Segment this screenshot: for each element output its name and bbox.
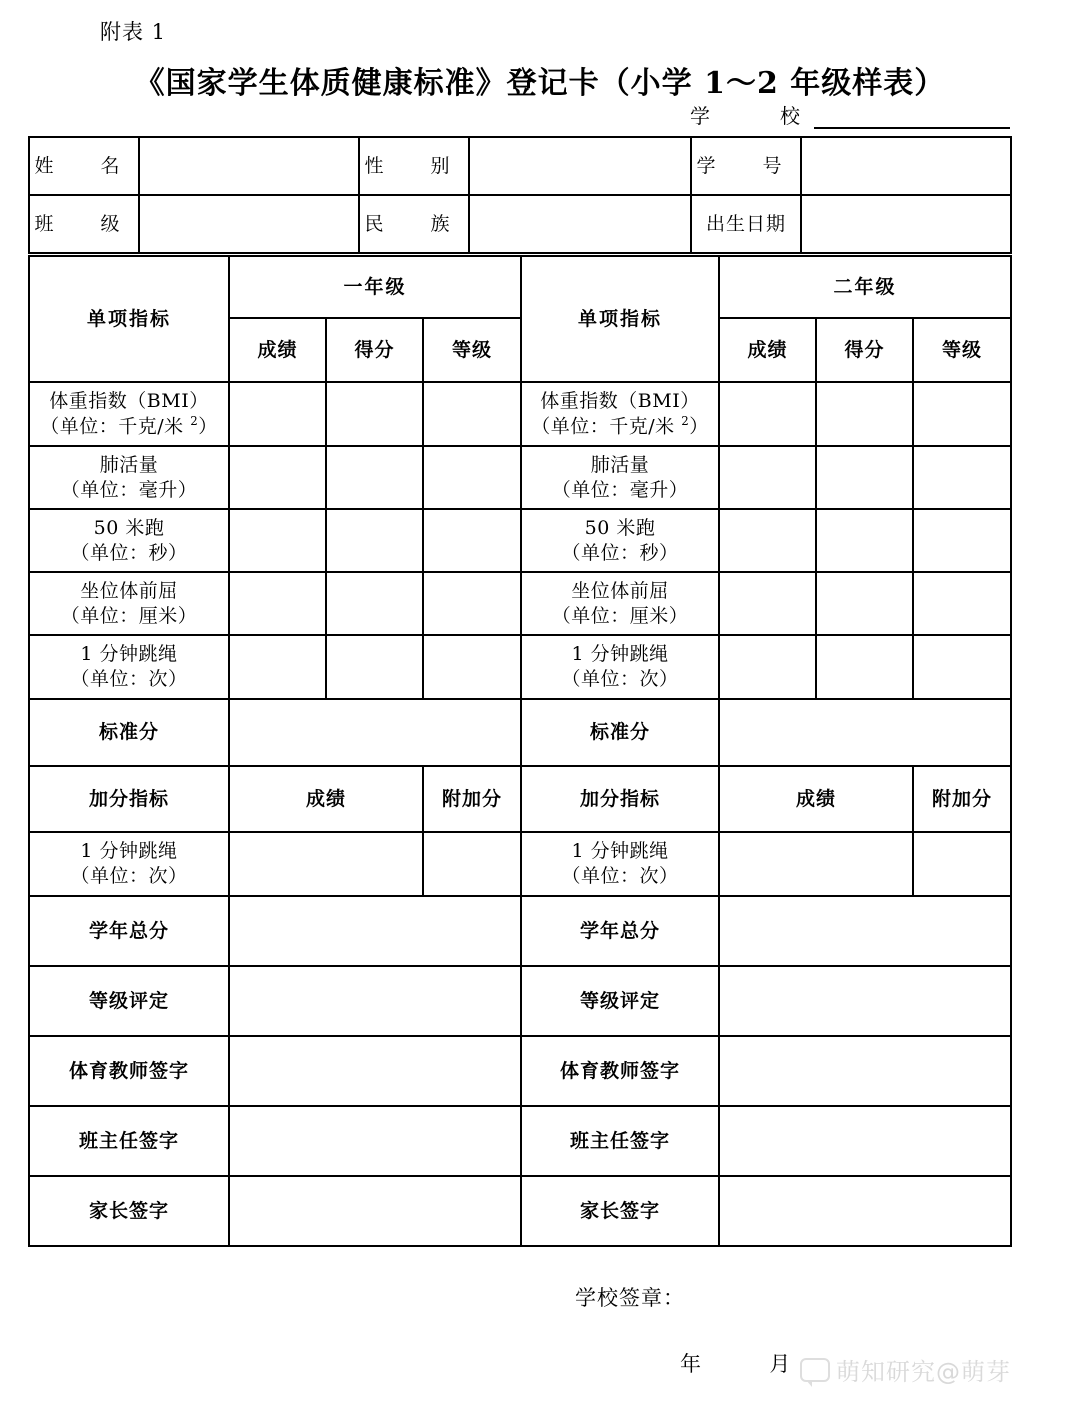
right-year-total-value[interactable]: [719, 896, 1011, 966]
indicator-label: 体重指数（BMI） （单位：千克/米 $^2$）: [521, 382, 719, 446]
left-standard-score-value[interactable]: [229, 699, 521, 766]
table-row: [29, 1036, 1011, 1106]
ethnicity-value[interactable]: [469, 195, 691, 253]
grade-cell[interactable]: [423, 509, 521, 572]
table-row: [29, 832, 1011, 896]
name-label: 姓 名: [29, 137, 139, 195]
left-class-teacher-sign-value[interactable]: [229, 1106, 521, 1176]
left-bonus-extra-cell[interactable]: [423, 832, 521, 896]
school-blank-line[interactable]: [814, 107, 1010, 129]
left-parent-sign-value[interactable]: [229, 1176, 521, 1246]
grade-cell[interactable]: [423, 572, 521, 635]
points-cell[interactable]: [326, 572, 423, 635]
student-id-label: 学 号: [691, 137, 801, 195]
indicator-unit: （单位：厘米）: [551, 604, 689, 627]
table-row: [29, 137, 1011, 195]
indicator-label: 1 分钟跳绳 （单位：次）: [29, 635, 229, 699]
left-bonus-header: 加分指标: [29, 766, 229, 832]
left-subheader-grade: 等级: [423, 318, 521, 382]
grade-cell[interactable]: [913, 446, 1011, 509]
indicator-unit: （单位：千克/米 $^2$）: [531, 413, 709, 438]
right-bonus-subheader-score: 成绩: [719, 766, 913, 832]
left-bonus-subheader-score: 成绩: [229, 766, 423, 832]
right-standard-score-value[interactable]: [719, 699, 1011, 766]
right-class-teacher-sign-label: 班主任签字: [521, 1106, 719, 1176]
indicator-unit: （单位：秒）: [70, 541, 188, 564]
fitness-record-table: [28, 255, 1012, 1247]
indicator-unit: （单位：秒）: [561, 541, 679, 564]
grade-cell[interactable]: [913, 635, 1011, 699]
points-cell[interactable]: [326, 635, 423, 699]
score-cell[interactable]: [719, 635, 816, 699]
table-row: [29, 896, 1011, 966]
school-seal-label: 学校签章：: [575, 1286, 685, 1310]
left-bonus-subheader-extra: 附加分: [423, 766, 521, 832]
indicator-label: 肺活量 （单位：毫升）: [29, 446, 229, 509]
score-cell[interactable]: [229, 572, 326, 635]
indicator-unit: （单位：次）: [70, 668, 188, 690]
table-row: [29, 1106, 1011, 1176]
watermark: [800, 1352, 1011, 1387]
speech-bubble-icon: [800, 1358, 830, 1382]
indicator-unit: （单位：次）: [561, 668, 679, 690]
bonus-indicator-unit: （单位：次）: [70, 865, 188, 887]
table-row: [29, 509, 1011, 572]
name-value[interactable]: [139, 137, 359, 195]
score-cell[interactable]: [719, 572, 816, 635]
left-grade-eval-label: 等级评定: [29, 966, 229, 1036]
birthdate-label: 出生日期: [691, 195, 801, 253]
table-row: [29, 446, 1011, 509]
left-year-total-label: 学年总分: [29, 896, 229, 966]
right-bonus-subheader-extra: 附加分: [913, 766, 1011, 832]
indicator-unit: （单位：毫升）: [60, 478, 198, 501]
right-bonus-score-cell[interactable]: [719, 832, 913, 896]
indicator-label: 坐位体前屈 （单位：厘米）: [29, 572, 229, 635]
score-cell[interactable]: [719, 382, 816, 446]
right-pe-teacher-sign-value[interactable]: [719, 1036, 1011, 1106]
table-row: [29, 966, 1011, 1036]
indicator-unit: （单位：毫升）: [551, 478, 689, 501]
left-class-teacher-sign-label: 班主任签字: [29, 1106, 229, 1176]
gender-value[interactable]: [469, 137, 691, 195]
points-cell[interactable]: [326, 509, 423, 572]
points-cell[interactable]: [816, 446, 913, 509]
indicator-label: 坐位体前屈 （单位：厘米）: [521, 572, 719, 635]
left-subheader-score: 成绩: [229, 318, 326, 382]
grade-cell[interactable]: [423, 382, 521, 446]
points-cell[interactable]: [816, 572, 913, 635]
left-pe-teacher-sign-label: 体育教师签字: [29, 1036, 229, 1106]
left-pe-teacher-sign-value[interactable]: [229, 1036, 521, 1106]
watermark-text: 萌知研究@萌芽: [836, 1358, 1011, 1386]
date-line: [680, 1348, 791, 1378]
points-cell[interactable]: [816, 509, 913, 572]
right-subheader-score: 成绩: [719, 318, 816, 382]
student-info-table: [28, 136, 1012, 254]
right-bonus-header: 加分指标: [521, 766, 719, 832]
left-bonus-score-cell[interactable]: [229, 832, 423, 896]
page-title: 《国家学生体质健康标准》登记卡（小学 1～2 年级样表）: [134, 66, 946, 101]
date-year-label: 年: [680, 1352, 702, 1376]
left-standard-score-label: 标准分: [29, 699, 229, 766]
grade-cell[interactable]: [913, 572, 1011, 635]
right-pe-teacher-sign-label: 体育教师签字: [521, 1036, 719, 1106]
table-row: [29, 1176, 1011, 1246]
right-bonus-extra-cell[interactable]: [913, 832, 1011, 896]
points-cell[interactable]: [816, 382, 913, 446]
grade-cell[interactable]: [913, 382, 1011, 446]
right-standard-score-label: 标准分: [521, 699, 719, 766]
indicator-unit: （单位：千克/米 $^2$）: [40, 413, 218, 438]
left-grade-header: 一年级: [229, 256, 521, 318]
gender-label: 性 别: [359, 137, 469, 195]
right-year-total-label: 学年总分: [521, 896, 719, 966]
indicator-unit: （单位：厘米）: [60, 604, 198, 627]
grade-cell[interactable]: [423, 446, 521, 509]
indicator-label: 50 米跑 （单位：秒）: [521, 509, 719, 572]
left-indicator-header: 单项指标: [29, 256, 229, 382]
ethnicity-label: 民 族: [359, 195, 469, 253]
left-subheader-points: 得分: [326, 318, 423, 382]
grade-cell[interactable]: [423, 635, 521, 699]
date-month-label: 月: [769, 1352, 792, 1376]
right-grade-eval-label: 等级评定: [521, 966, 719, 1036]
points-cell[interactable]: [326, 382, 423, 446]
indicator-label: 体重指数（BMI） （单位：千克/米 $^2$）: [29, 382, 229, 446]
right-grade-header: 二年级: [719, 256, 1011, 318]
birthdate-value[interactable]: [801, 195, 1011, 253]
class-value[interactable]: [139, 195, 359, 253]
right-grade-eval-value[interactable]: [719, 966, 1011, 1036]
student-id-value[interactable]: [801, 137, 1011, 195]
score-cell[interactable]: [229, 382, 326, 446]
indicator-label: 肺活量 （单位：毫升）: [521, 446, 719, 509]
bonus-indicator-label: 1 分钟跳绳 （单位：次）: [29, 832, 229, 896]
table-row: [29, 766, 1011, 832]
indicator-label: 1 分钟跳绳 （单位：次）: [521, 635, 719, 699]
left-grade-eval-value[interactable]: [229, 966, 521, 1036]
table-row: [29, 256, 1011, 318]
right-parent-sign-value[interactable]: [719, 1176, 1011, 1246]
right-indicator-header: 单项指标: [521, 256, 719, 382]
table-row: [29, 635, 1011, 699]
right-class-teacher-sign-value[interactable]: [719, 1106, 1011, 1176]
table-row: [29, 195, 1011, 253]
school-label: 学 校: [690, 104, 810, 128]
class-label: 班 级: [29, 195, 139, 253]
bonus-indicator-label: 1 分钟跳绳 （单位：次）: [521, 832, 719, 896]
table-row: [29, 572, 1011, 635]
score-cell[interactable]: [229, 509, 326, 572]
bonus-indicator-unit: （单位：次）: [561, 865, 679, 887]
score-cell[interactable]: [719, 446, 816, 509]
score-cell[interactable]: [229, 635, 326, 699]
right-subheader-grade: 等级: [913, 318, 1011, 382]
points-cell[interactable]: [816, 635, 913, 699]
right-parent-sign-label: 家长签字: [521, 1176, 719, 1246]
left-parent-sign-label: 家长签字: [29, 1176, 229, 1246]
table-row: [29, 699, 1011, 766]
points-cell[interactable]: [326, 446, 423, 509]
table-row: [29, 382, 1011, 446]
grade-cell[interactable]: [913, 509, 1011, 572]
left-year-total-value[interactable]: [229, 896, 521, 966]
attachment-label: 附表 1: [100, 20, 167, 44]
school-field: [690, 100, 1010, 129]
right-subheader-points: 得分: [816, 318, 913, 382]
score-cell[interactable]: [229, 446, 326, 509]
score-cell[interactable]: [719, 509, 816, 572]
indicator-label: 50 米跑 （单位：秒）: [29, 509, 229, 572]
